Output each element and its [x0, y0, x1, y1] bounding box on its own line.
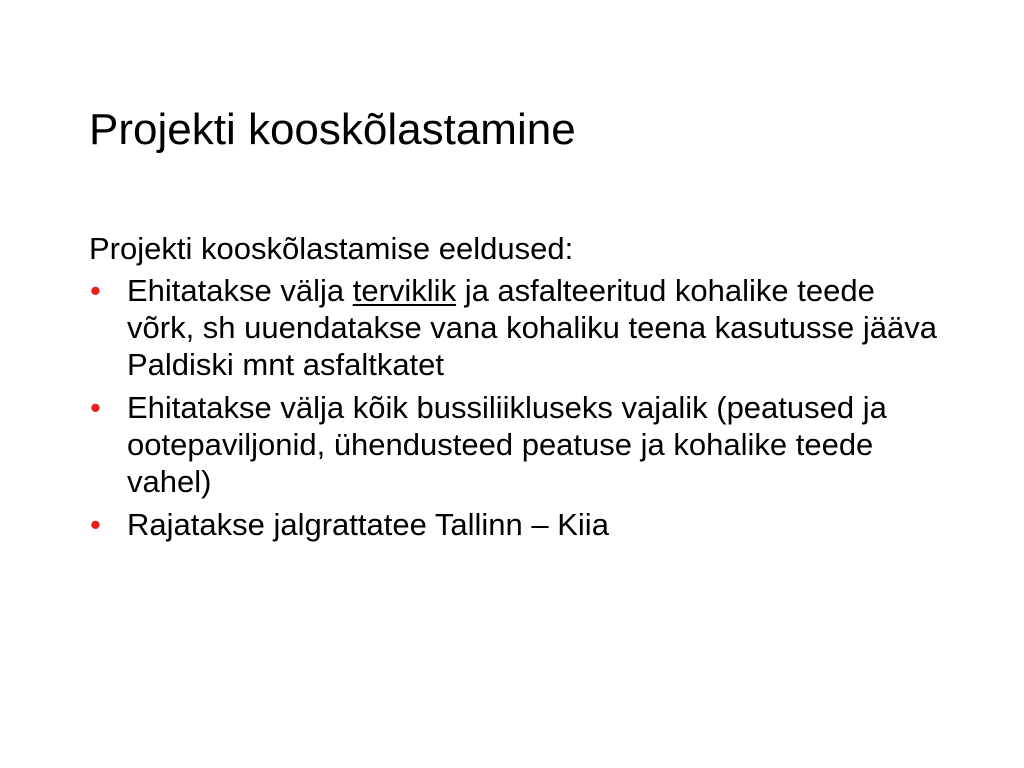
bullet-item-2: [89, 389, 949, 500]
slide-body: [89, 230, 949, 549]
bullet-dot-icon: •: [90, 273, 101, 308]
bullet-item-3: [89, 506, 949, 543]
bullet-1-underlined-word: terviklik: [352, 273, 457, 308]
bullet-3-text: Rajatakse jalgrattatee Tallinn – Kiia: [127, 507, 609, 542]
bullet-dot-icon: •: [90, 390, 101, 425]
bullet-2-text: Ehitatakse välja kõik bussiliikluseks vajalik (peatused ja ootepaviljonid, ühendusteed peatuse ja kohalike teede vahel): [127, 390, 887, 499]
slide-title: Projekti kooskõlastamine: [89, 105, 576, 154]
bullet-list: [89, 272, 949, 543]
bullet-1-text-end: ja asfalteeritud kohalike teede võrk, sh uuendatakse vana kohaliku teena kasutusse jääva Paldiski mnt asfaltkatet: [127, 273, 937, 382]
intro-text: Projekti kooskõlastamise eeldused:: [89, 231, 574, 266]
bullet-dot-icon: •: [90, 507, 101, 542]
bullet-1-text-start: Ehitatakse välja: [127, 273, 353, 308]
bullet-item-1: [89, 272, 949, 383]
